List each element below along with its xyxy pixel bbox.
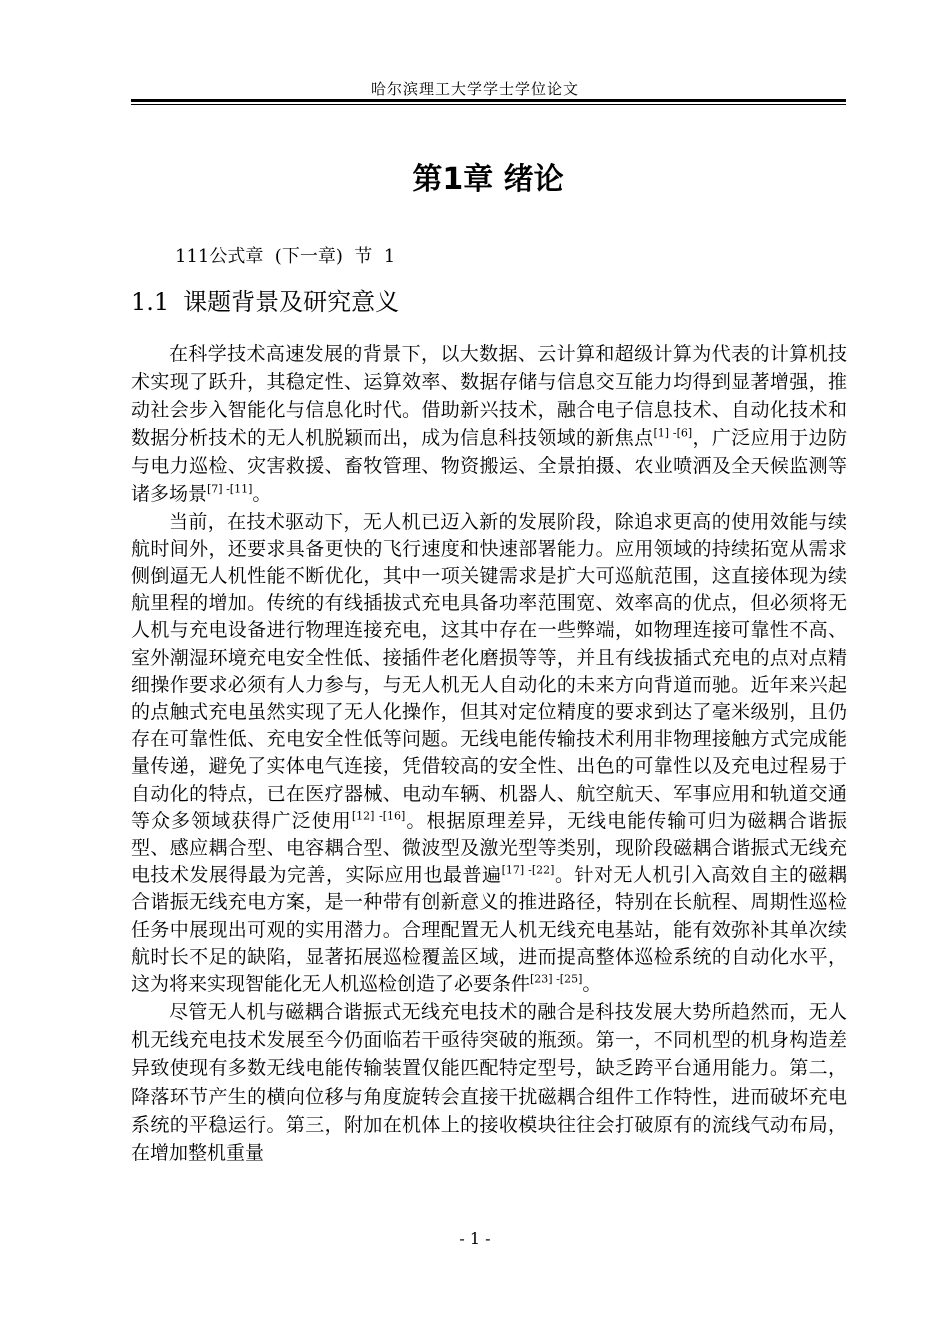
citation: [12] -[16] xyxy=(351,809,406,823)
header-rule-thick xyxy=(131,99,846,102)
paragraph-text: 尽管无人机与磁耦合谐振式无线充电技术的融合是科技发展大势所趋然而，无人机无线充电技术发展至今仍面临若干亟待突破的瓶颈。第一，不同机型的机身构造差异致使现有多数无线电能传输装置仅能匹配特定型号，缺乏跨平台通用能力。第二，降落环节产生的横向位移与角度旋转会直接干扰磁耦合组件工作特性，进而破坏充电系统的平稳运行。第三，附加在机体上的接收模块往往会打破原有的流线气动布局，在增加整机重量 xyxy=(131,1001,847,1164)
paragraph-text: ，广泛应用于边防与电力巡检、灾害救援、畜牧管理、物资搬运、全景拍摄、农业喷洒及全天候监测等诸多场景 xyxy=(131,427,847,506)
header-rule-thin xyxy=(131,104,846,105)
paragraph-text: 。根据原理差异，无线电能传输可归为磁耦合谐振型、感应耦合型、电容耦合型、微波型及激光型等类别，现阶段磁耦合谐振式无线充电技术发展得最为完善，实际应用也最普遍 xyxy=(131,809,847,887)
paragraph-text: 。针对无人机引入高效自主的磁耦合谐振无线充电方案，是一种带有创新意义的推进路径，特别在长航程、周期性巡检任务中展现出可观的实用潜力。合理配置无人机无线充电基站，能有效弥补其单次续航时长不足的缺陷，显著拓展巡检覆盖区域，进而提高整体巡检系统的自动化水平，这为将来实现智能化无人机巡检创造了必要条件 xyxy=(131,864,847,996)
section-title: 课题背景及研究意义 xyxy=(183,288,400,316)
body-text xyxy=(131,340,847,1167)
citation: [23] -[25] xyxy=(530,972,583,986)
running-header-title: 哈尔滨理工大学学士学位论文 xyxy=(370,80,579,98)
citation: [7] -[11] xyxy=(207,483,253,497)
page-number: - 1 - xyxy=(459,1229,491,1248)
section-number: 1.1 xyxy=(131,288,170,316)
citation: [17] -[22] xyxy=(501,863,555,877)
section-heading xyxy=(131,282,399,317)
equation-field-code: 111公式章 (下一章) 节 1 xyxy=(175,246,396,267)
paragraph-challenges xyxy=(131,998,847,1167)
paragraph-text: 当前，在技术驱动下，无人机已迈入新的发展阶段，除追求更高的使用效能与续航时间外，还要求具备更快的飞行速度和快速部署能力。应用领域的持续拓宽从需求侧倒逼无人机性能不断优化，其中一项关键需求是扩大可巡航范围，这直接体现为续航里程的增加。传统的有线插拔式充电具备功率范围宽、效率高的优点，但必须将无人机与充电设备进行物理连接充电，这其中存在一些弊端，如物理连接可靠性不高、室外潮湿环境充电安全性低、接插件老化磨损等等，并且有线拔插式充电的点对点精细操作要求必须有人力参与，与无人机无人自动化的未来方向背道而驰。近年来兴起的点触式充电虽然实现了无人化操作，但其对定位精度的要求到达了毫米级别，且仍存在可靠性低、充电安全性低等问题。无线电能传输技术利用非物理接触方式完成能量传递，避免了实体电气连接，凭借较高的安全性、出色的可靠性以及充电过程易于自动化的特点，已在医疗器械、电动车辆、机器人、航空航天、军事应用和轨道交通等众多领域获得广泛使用 xyxy=(131,510,847,832)
paragraph-current-status xyxy=(131,509,847,999)
citation: [1] -[6] xyxy=(653,426,693,440)
paragraph-text: 。 xyxy=(252,483,272,506)
paragraph-background xyxy=(131,340,847,509)
paragraph-text: 。 xyxy=(582,973,602,996)
chapter-title: 第1章 绪论 xyxy=(412,162,564,197)
paragraph-text: 在科学技术高速发展的背景下，以大数据、云计算和超级计算为代表的计算机技术实现了跃升，其稳定性、运算效率、数据存储与信息交互能力均得到显著增强，推动社会步入智能化与信息化时代。借助新兴技术，融合电子信息技术、自动化技术和数据分析技术的无人机脱颖而出，成为信息科技领域的新焦点 xyxy=(131,343,847,450)
